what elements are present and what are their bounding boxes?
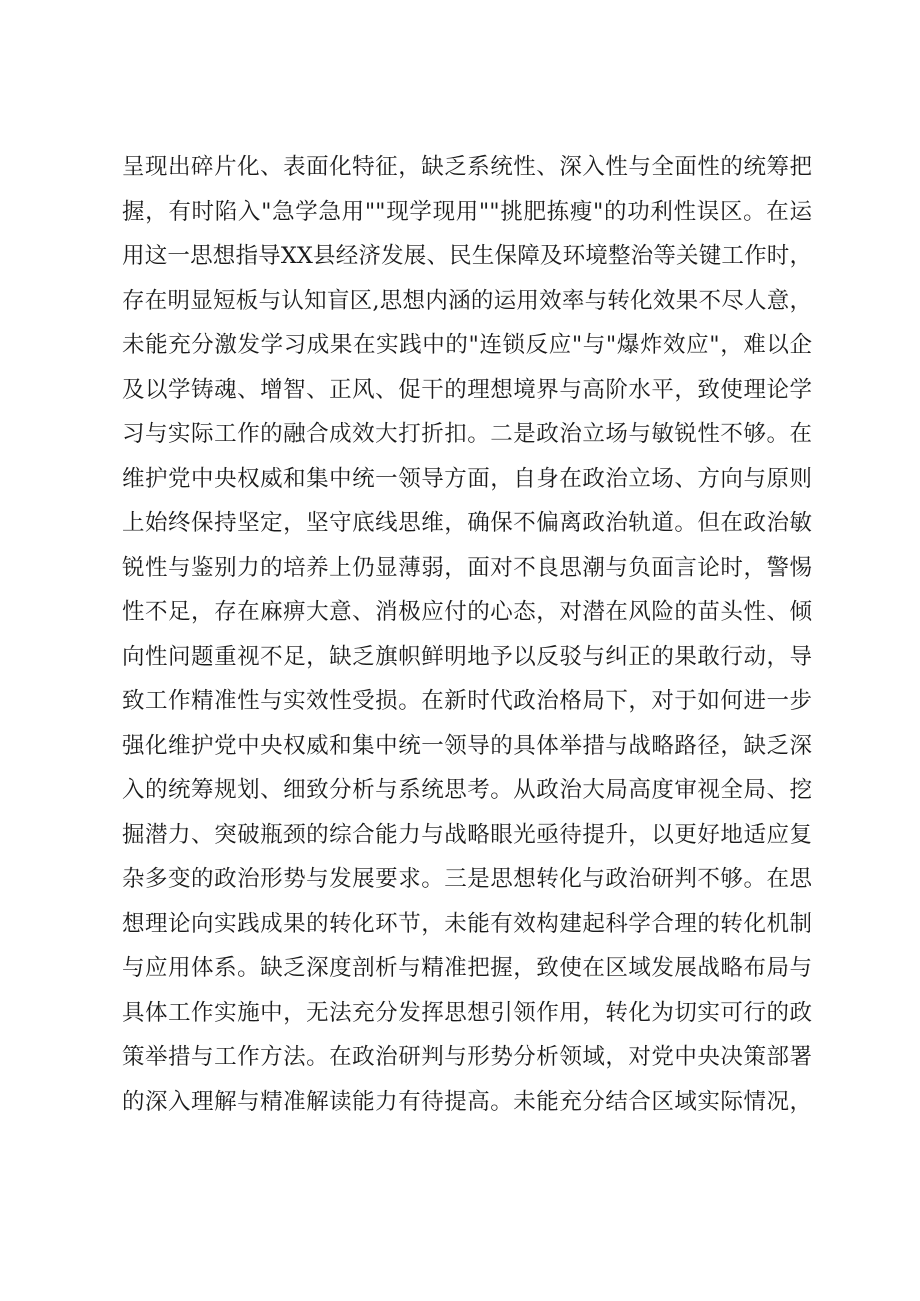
text-line: 杂多变的政治形势与发展要求。三是思想转化与政治研判不够。在思 bbox=[122, 866, 812, 892]
text-line: 向性问题重视不足，缺乏旗帜鲜明地予以反驳与纠正的果敢行动，导 bbox=[122, 643, 812, 670]
text-line: 习与实际工作的融合成效大打折扣。二是政治立场与敏锐性不够。在 bbox=[122, 421, 812, 447]
text-line: 想理论向实践成果的转化环节，未能有效构建起科学合理的转化机制 bbox=[122, 910, 812, 937]
text-line: 具体工作实施中，无法充分发挥思想引领作用，转化为切实可行的政 bbox=[122, 999, 812, 1026]
text-line: 上始终保持坚定，坚守底线思维，确保不偏离政治轨道。但在政治敏 bbox=[122, 510, 812, 536]
text-line: 策举措与工作方法。在政治研判与形势分析领域，对党中央决策部署 bbox=[122, 1044, 812, 1070]
text-line: 与应用体系。缺乏深度剖析与精准把握，致使在区域发展战略布局与 bbox=[122, 955, 812, 981]
text-line: 锐性与鉴别力的培养上仍显薄弱，面对不良思潮与负面言论时，警惕 bbox=[122, 554, 812, 581]
text-line: 的深入理解与精准解读能力有待提高。未能充分结合区域实际情况， bbox=[122, 1088, 812, 1115]
text-line: 及以学铸魂、增智、正风、促干的理想境界与高阶水平，致使理论学 bbox=[122, 376, 812, 403]
text-line: 强化维护党中央权威和集中统一领导的具体举措与战略路径，缺乏深 bbox=[122, 732, 812, 759]
body-text bbox=[122, 145, 812, 1124]
text-line: 呈现出碎片化、表面化特征，缺乏系统性、深入性与全面性的统筹把 bbox=[122, 154, 812, 180]
text-line: 维护党中央权威和集中统一领导方面，自身在政治立场、方向与原则 bbox=[122, 465, 812, 492]
text-line: 用这一思想指导XX县经济发展、民生保障及环境整治等关键工作时， bbox=[122, 243, 812, 269]
text-line: 致工作精准性与实效性受损。在新时代政治格局下，对于如何进一步 bbox=[122, 688, 812, 714]
text-line: 未能充分激发学习成果在实践中的"连锁反应"与"爆炸效应"，难以企 bbox=[122, 332, 812, 358]
text-line: 入的统筹规划、细致分析与系统思考。从政治大局高度审视全局、挖 bbox=[122, 777, 812, 803]
text-line: 握，有时陷入"急学急用""现学现用""挑肥拣瘦"的功利性误区。在运 bbox=[122, 198, 812, 225]
text-line: 性不足，存在麻痹大意、消极应付的心态，对潜在风险的苗头性、倾 bbox=[122, 599, 812, 625]
text-line: 掘潜力、突破瓶颈的综合能力与战略眼光亟待提升，以更好地适应复 bbox=[122, 821, 812, 848]
text-line: 存在明显短板与认知盲区,思想内涵的运用效率与转化效果不尽人意， bbox=[122, 287, 812, 314]
